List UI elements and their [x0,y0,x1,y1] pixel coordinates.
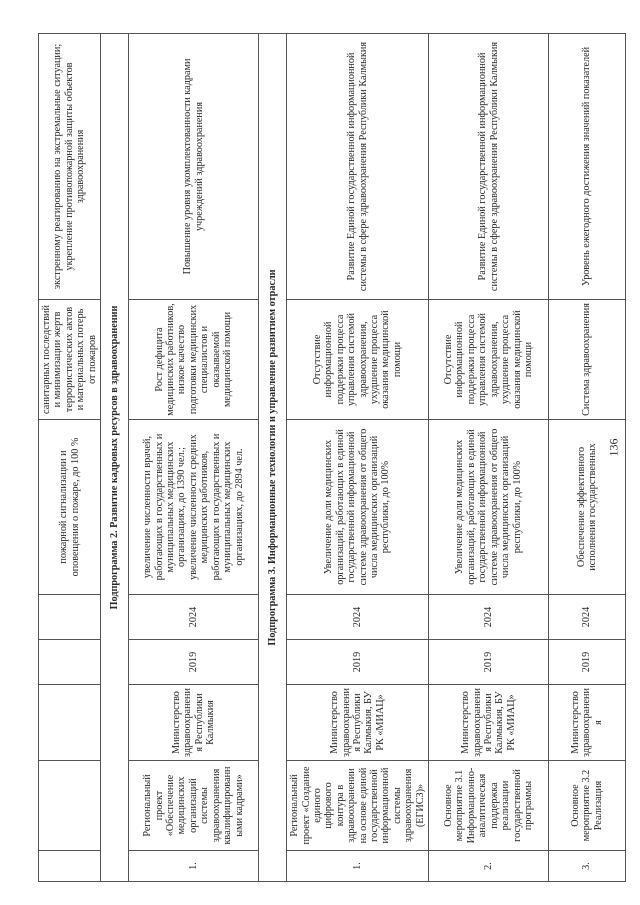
row-number: 1. [129,851,259,882]
effect-cell: Повышение уровня укомплектованности кадрами учреждений здравоохранения [129,34,259,300]
section-heading-row [101,34,129,882]
page-number: 136 [606,438,621,457]
start-year: 2019 [287,640,429,685]
risks-cell: Рост дефицита медицинских работников, низкое качество подготовки медицинских специалистов и оказываемой медицинской помощи [129,300,259,420]
executor: Министерство здравоохранения Республики Калмыкия, БУ РК «МИАЦ» [287,685,429,761]
table-row [129,34,259,882]
effect-cell: Уровень ежегодного достижения значений показателей [549,34,626,300]
table-row-continued [39,34,101,882]
subprogram-2-title: Подпрограмма 2. Развитие кадровых ресурсов в здравоохранении [101,34,129,882]
risks-cell: санитарных последствий и минимизации жертв террористических актов и материальных потерь от пожаров [39,300,101,420]
table-row [429,34,549,882]
row-number: 3. [549,851,626,882]
end-year: 2024 [549,595,626,640]
start-year: 2019 [429,640,549,685]
effect-cell: Развитие Единой государственной информационной системы в сфере здравоохранения Республики Калмыкия [287,34,429,300]
start-year: 2019 [549,640,626,685]
indicator-cell: Увеличение доли медицинских организаций, работающих в единой государственной информационной системе здравоохранения от общего числа медицинских организаций республики, до 100% [429,420,549,595]
executor: Министерство здравоохранения Республики Калмыкия, БУ РК «МИАЦ» [429,685,549,761]
measures-table [38,33,626,882]
subprogram-3-title: Подпрограмма 3. Информационные технологии и управление развитием отрасли [259,34,287,882]
indicator-cell: Обеспечение эффективного исполнения государственных [549,420,626,595]
risks-cell: Система здравоохранения [549,300,626,420]
measure-name: Региональный проект «Создание единого цифрового контура в здравоохранении на основе единой государственной информационной системы здравоохранения (ЕГИСЗ)» [287,761,429,851]
risks-cell: Отсутствие информационной поддержки процесса управления системой здравоохранения, ухудшение процесса оказания медицинской помощи [287,300,429,420]
row-number: 1. [287,851,429,882]
table-row [287,34,429,882]
indicator-cell: Увеличение доли медицинских организаций, работающих в единой государственной информационной системе здравоохранения от общего числа медицинских организаций республики, до 100% [287,420,429,595]
rotated-table-sheet [38,34,616,882]
start-year: 2019 [129,640,259,685]
section-heading-row [259,34,287,882]
indicator-cell: пожарной сигнализации и оповещения о пожаре, до 100 % [39,420,101,595]
measure-name: Региональный проект «Обеспечение медицинских организаций системы здравоохранения квалифицированными кадрами» [129,761,259,851]
end-year: 2024 [129,595,259,640]
row-number: 2. [429,851,549,882]
executor: Министерство здравоохранения Республики Калмыкия [129,685,259,761]
effect-cell: Развитие Единой государственной информационной системы в сфере здравоохранения Республики Калмыкия [429,34,549,300]
measure-name: Основное мероприятие 3.1 Информационно-аналитическая поддержка реализации государственной программы [429,761,549,851]
end-year: 2024 [429,595,549,640]
executor: Министерство здравоохранения [549,685,626,761]
measure-name: Основное мероприятие 3.2 Реализация [549,761,626,851]
indicator-cell: увеличение численности врачей, работающих в государственных и муниципальных медицинских организациях, до 1390 чел.; увеличение численности средних медицинских работников, работающих в государственных и муниципальных медицинских организациях, до 2894 чел. [129,420,259,595]
end-year: 2024 [287,595,429,640]
risks-cell: Отсутствие информационной поддержки процесса управления системой здравоохранения, ухудшение процесса оказания медицинской помощи [429,300,549,420]
effect-cell: экстренному реагированию на экстремальные ситуации; укрепление противопожарной защиты объектов здравоохранения [39,34,101,300]
